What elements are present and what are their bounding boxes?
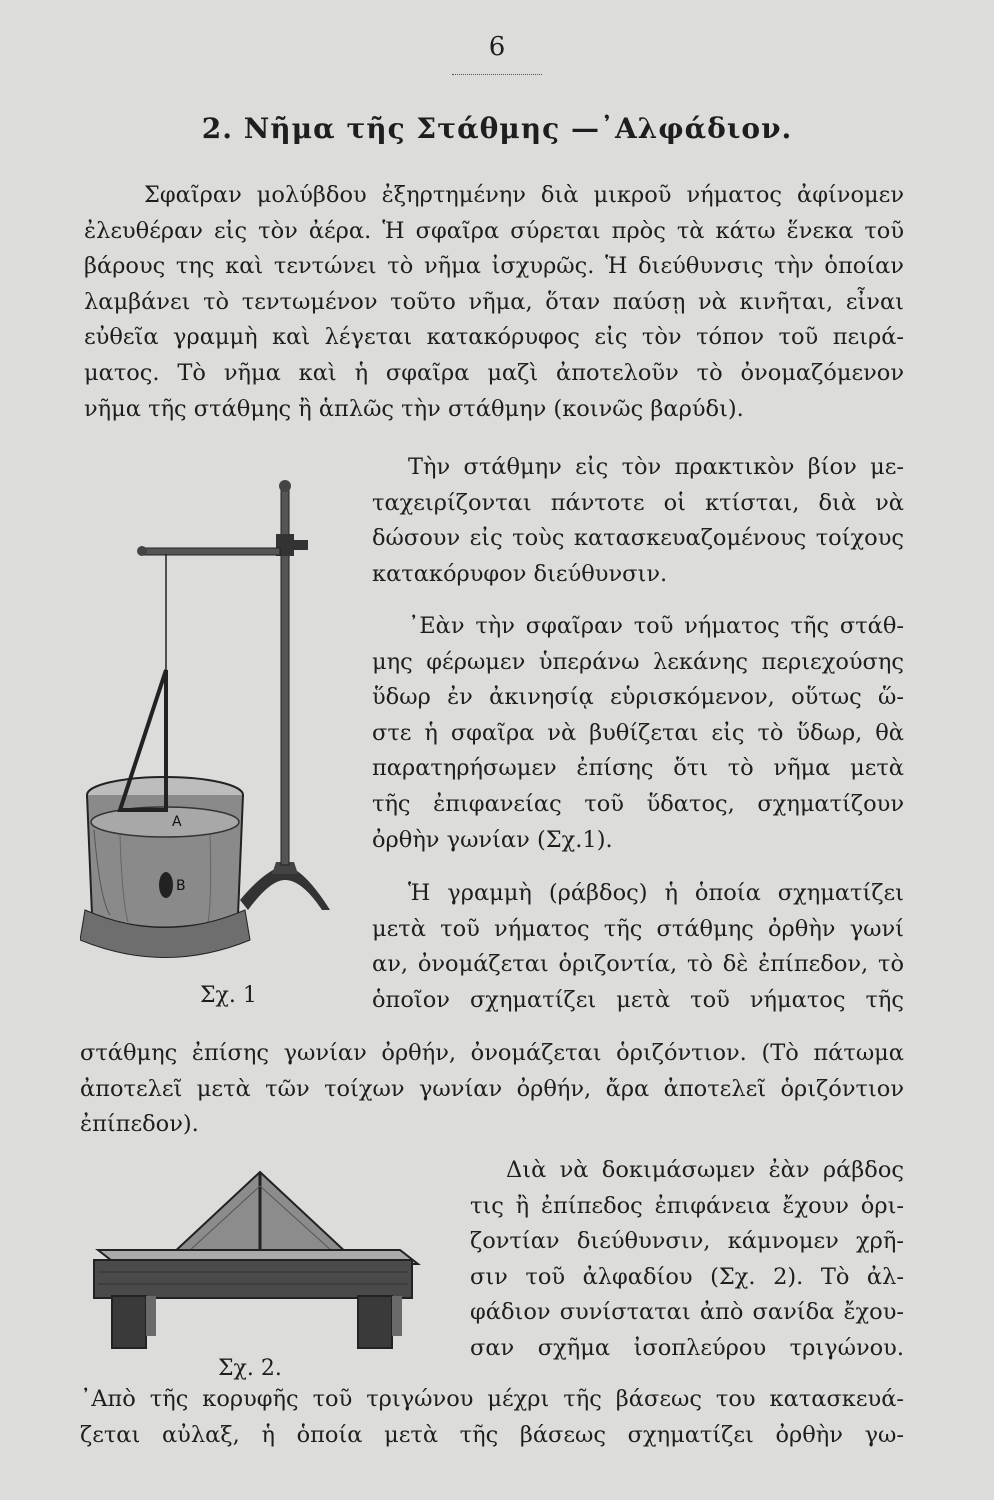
text-line: ταχειρίζονται πάντοτε οἱ κτίσται, διὰ νὰ bbox=[372, 489, 904, 516]
section-heading: 2. Νῆμα τῆς Στάθμης —᾿Αλφάδιον. bbox=[201, 112, 793, 145]
paragraph-horizontal bbox=[372, 876, 904, 1018]
text-line: ματος. Τὸ νῆμα καὶ ἡ σφαῖρα μαζὶ ἀποτελοῦν τὸ ὀνομαζόμενον bbox=[84, 359, 904, 386]
paragraph-water-basin bbox=[372, 609, 904, 858]
page-rule bbox=[452, 74, 542, 75]
text-line: κατακόρυφον διεύθυνσιν. bbox=[372, 560, 668, 587]
text-line: ἐλευθέραν εἰς τὸν ἀέρα. Ἡ σφαῖρα σύρεται πρὸς τὰ κάτω ἕνεκα τοῦ bbox=[84, 217, 904, 244]
text-line: δώσουν εἰς τοὺς κατασκευαζομένους τοίχους bbox=[372, 525, 904, 552]
text-line: τῆς ἐπιφανείας τοῦ ὕδατος, σχηματίζουν bbox=[372, 790, 904, 817]
paragraph-level-tool bbox=[470, 1153, 904, 1367]
text-line: σαν σχῆμα ἰσοπλεύρου τριγώνου. bbox=[470, 1334, 904, 1361]
text-line: Σφαῖραν μολύβδου ἐξηρτημένην διὰ μικροῦ νήματος ἀφίνομεν bbox=[144, 182, 904, 208]
figure-1-caption: Σχ. 1 bbox=[200, 983, 257, 1008]
text-line: ὁποῖον σχηματίζει μετὰ τοῦ νήματος τῆς bbox=[372, 986, 904, 1013]
paragraph-level-tool-continued bbox=[80, 1382, 904, 1453]
text-line: αν, ὀνομάζεται ὁριζοντία, τὸ δὲ ἐπίπεδον, τὸ bbox=[372, 951, 904, 978]
figure-level-tool bbox=[88, 1164, 468, 1364]
text-line: ὀρθὴν γωνίαν (Σχ.1). bbox=[372, 826, 613, 853]
text-line: βάρους της καὶ τεντώνει τὸ νῆμα ἰσχυρῶς. Ἡ διεύθυνσις τὴν ὁποίαν bbox=[84, 253, 904, 280]
text-line: ᾿Απὸ τῆς κορυφῆς τοῦ τριγώνου μέχρι τῆς βάσεως του κατασκευά- bbox=[80, 1386, 904, 1412]
text-line: τις ἢ ἐπίπεδος ἐπιφάνεια ἔχουν ὁρι- bbox=[470, 1192, 904, 1219]
text-line: ὕδωρ ἐν ἀκινησίᾳ εὑρισκόμενον, οὕτως ὥ- bbox=[372, 684, 904, 711]
paragraph-horizontal-continued bbox=[80, 1036, 904, 1143]
text-line: ᾿Εὰν τὴν σφαῖραν τοῦ νήματος τῆς στάθ- bbox=[408, 613, 904, 639]
paragraph-plumb-line-intro bbox=[84, 178, 904, 427]
text-line: μης φέρωμεν ὑπεράνω λεκάνης περιεχούσης bbox=[372, 648, 904, 675]
text-line: εὐθεῖα γραμμὴ καὶ λέγεται κατακόρυφος εἰς τὸν τόπον τοῦ πειρά- bbox=[84, 324, 904, 351]
text-line: Ἡ γραμμὴ (ράβδος) ἡ ὁποία σχηματίζει bbox=[408, 880, 904, 906]
text-line: νῆμα τῆς στάθμης ἢ ἁπλῶς τὴν στάθμην (κοινῶς βαρύδι). bbox=[84, 395, 744, 422]
text-line: Διὰ νὰ δοκιμάσωμεν ἐὰν ράβδος bbox=[506, 1157, 904, 1183]
text-line: ἐπίπεδον). bbox=[80, 1111, 199, 1138]
figure-plumb-bob-apparatus bbox=[80, 470, 370, 990]
page-number: 6 bbox=[488, 32, 506, 62]
text-line: ζοντίαν διεύθυνσιν, κάμνομεν χρῆ- bbox=[470, 1228, 904, 1255]
figure-2-caption: Σχ. 2. bbox=[218, 1356, 282, 1381]
figure-label-b: B bbox=[176, 878, 186, 894]
text-line: στε ἡ σφαῖρα νὰ βυθίζεται εἰς τὸ ὕδωρ, θὰ bbox=[372, 719, 904, 746]
text-line: παρατηρήσωμεν ἐπίσης ὅτι τὸ νῆμα μετὰ bbox=[372, 755, 904, 782]
paragraph-builders bbox=[372, 450, 904, 592]
figure-label-a: A bbox=[172, 814, 182, 830]
text-line: ἀποτελεῖ μετὰ τῶν τοίχων γωνίαν ὀρθήν, ἄρα ἀποτελεῖ ὁριζόντιον bbox=[80, 1075, 904, 1102]
text-line: ζεται αὐλαξ, ἡ ὁποία μετὰ τῆς βάσεως σχηματίζει ὀρθὴν γω- bbox=[80, 1421, 904, 1448]
text-line: λαμβάνει τὸ τεντωμένον τοῦτο νῆμα, ὅταν παύσῃ νὰ κινῆται, εἶναι bbox=[84, 288, 904, 315]
text-line: Τὴν στάθμην εἰς τὸν πρακτικὸν βίον με- bbox=[408, 454, 904, 480]
text-line: σιν τοῦ ἀλφαδίου (Σχ. 2). Τὸ ἀλ- bbox=[470, 1263, 904, 1290]
text-line: μετὰ τοῦ νήματος τῆς στάθμης ὀρθὴν γωνί bbox=[372, 915, 904, 942]
text-line: φάδιον συνίσταται ἀπὸ σανίδα ἔχου- bbox=[470, 1299, 904, 1326]
text-line: στάθμης ἐπίσης γωνίαν ὀρθήν, ὀνομάζεται ὁριζόντιον. (Τὸ πάτωμα bbox=[80, 1040, 904, 1066]
